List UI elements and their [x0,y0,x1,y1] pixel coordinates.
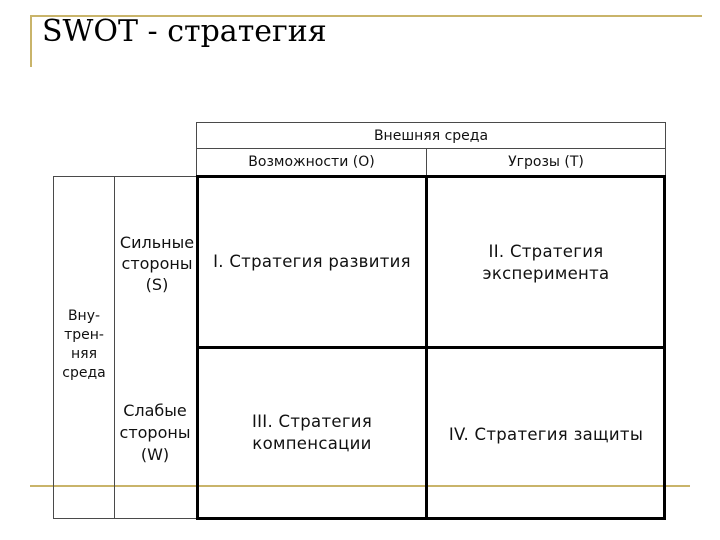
grid-top-line [196,175,666,178]
opportunities-label: Возможности (O) [248,154,375,170]
slide-title: SWOT - стратегия [42,14,327,49]
strategy-protection: IV. Стратегия защиты [448,425,644,444]
internal-label: Вну- трен- няя среда [62,308,106,381]
grid-middle-line [196,346,666,349]
grid-right-line [663,175,666,520]
header-mid-line [196,148,666,149]
slide-left-rule [30,15,32,67]
rowheader-top-line [53,176,198,177]
header-right-line [665,122,666,176]
strengths-label: Сильные стороны (S) [119,232,195,294]
header-top-line [196,122,666,123]
strategy-development: I. Стратегия развития [213,252,411,271]
rowheader-bottom-line [53,518,198,519]
grid-center-line [425,175,428,520]
strategy-experiment: II. Стратегия эксперимента [482,242,610,283]
grid-bottom-line [196,517,666,520]
slide-bottom-rule [30,485,690,487]
grid-left-line [196,175,199,520]
external-header: Внешняя среда [373,127,489,144]
strategy-compensation: III. Стратегия компенсации [251,412,373,453]
weaknesses-label: Слабые стороны (W) [119,401,191,464]
threats-label: Угрозы (T) [508,154,584,170]
